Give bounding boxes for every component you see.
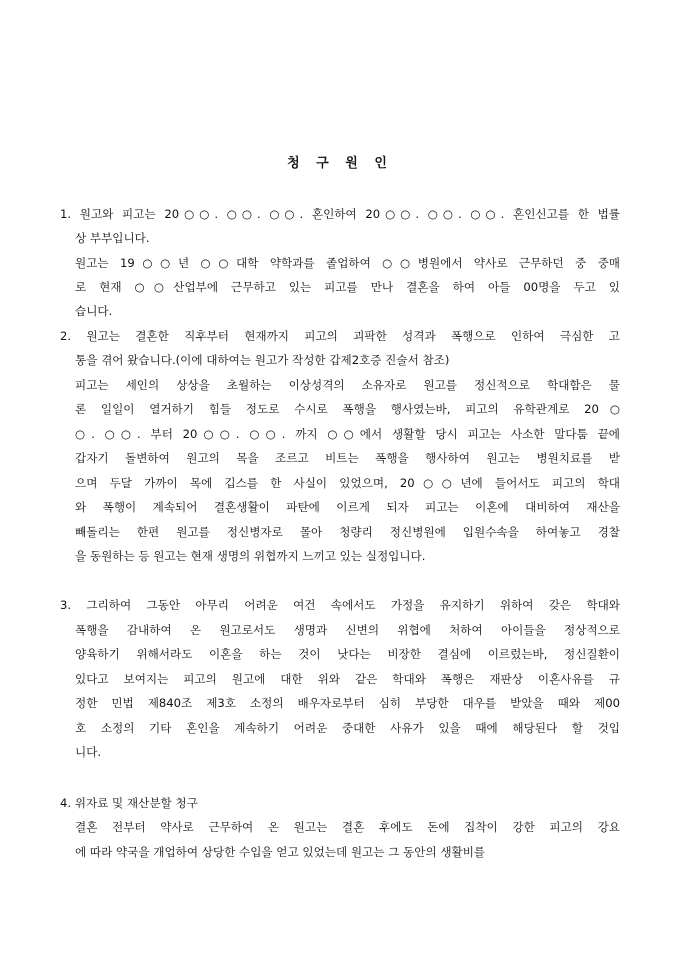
section-1-line: 원고는 19○○년 ○○대학 약학과를 졸업하여 ○○병원에서 약사로 근무하던 중 중매 <box>75 256 620 270</box>
section-4-heading: 4. 위자료 및 재산분할 청구 <box>60 796 198 810</box>
section-4-line: 결혼 전부터 약사로 근무하여 온 원고는 결혼 후에도 돈에 집착이 강한 피고의 강요 <box>75 820 620 834</box>
section-2-line: 통을 겪어 왔습니다.(이에 대하여는 원고가 작성한 갑제2호증 진술서 참조) <box>75 353 450 367</box>
section-2-line: 갑자기 돌변하여 원고의 목을 조르고 비트는 폭행을 행사하여 원고는 병원치료를 받 <box>75 451 621 465</box>
section-1-line: 습니다. <box>75 304 113 318</box>
section-3-line: 폭행을 감내하여 온 원고로서도 생명과 신변의 위협에 처하여 아이들을 정상적으로 <box>75 623 620 637</box>
section-2-line: 론 일일이 열거하기 힘들 정도로 수시로 폭행을 행사였는바, 피고의 유학관계로 20○ <box>75 402 620 416</box>
document-title: 청 구 원 인 <box>287 156 393 171</box>
section-4-line: 에 따라 약국을 개업하여 상당한 수입을 얻고 있었는데 원고는 그 동안의 생활비를 <box>75 845 486 859</box>
section-2-line: 피고는 세인의 상상을 초월하는 이상성격의 소유자로 원고를 정신적으로 학대함은 물 <box>75 378 620 392</box>
section-3-line: 니다. <box>75 745 102 759</box>
section-2-line: 2. 원고는 결혼한 직후부터 현재까지 피고의 괴팍한 성격과 폭행으로 인하여 극심한 고 <box>60 329 620 343</box>
section-2-line: 을 동원하는 등 원고는 현재 생명의 위협까지 느끼고 있는 실정입니다. <box>75 549 426 563</box>
section-1-line: 상 부부입니다. <box>75 231 150 245</box>
section-1-line: 로 현재 ○○산업부에 근무하고 있는 피고를 만나 결혼을 하여 아들 00명을 두고 있 <box>75 280 620 294</box>
section-2-line: 빼돌리는 한편 원고를 정신병자로 몰아 청량리 정신병원에 입원수속을 하여놓고 경찰 <box>75 525 620 539</box>
section-3-line: 양육하기 위해서라도 이혼을 하는 것이 낫다는 비장한 결심에 이르렀는바, 정신질환이 <box>75 647 620 661</box>
section-2-line: 으며 두달 가까이 목에 깁스를 한 사실이 있었으며, 20○○년에 들어서도 피고의 학대 <box>75 476 620 490</box>
section-2-line: ○. ○○. 부터 20○○. ○○. 까지 ○○에서 생활할 당시 피고는 사소한 말다툼 끝에 <box>75 427 620 441</box>
section-1-line: 1. 원고와 피고는 20○○. ○○. ○○. 혼인하여 20○○. ○○. ○○. 혼인신고를 한 법률 <box>60 207 620 221</box>
section-2-line: 와 폭행이 계속되어 결혼생활이 파탄에 이르게 되자 피고는 이혼에 대비하여 재산을 <box>75 500 620 514</box>
section-3-line: 호 소정의 기타 혼인을 계속하기 어려운 중대한 사유가 있을 때에 해당된다 할 것입 <box>75 721 620 735</box>
section-3-line: 있다고 보여지는 피고의 원고에 대한 위와 같은 학대와 폭행은 재판상 이혼사유를 규 <box>75 672 620 686</box>
section-3-line: 정한 민법 제840조 제3호 소정의 배우자로부터 심히 부당한 대우를 받았을 때와 제00 <box>75 696 620 710</box>
section-3-line: 3. 그리하여 그동안 아무리 어려운 여건 속에서도 가정을 유지하기 위하여 갖은 학대와 <box>60 598 620 612</box>
